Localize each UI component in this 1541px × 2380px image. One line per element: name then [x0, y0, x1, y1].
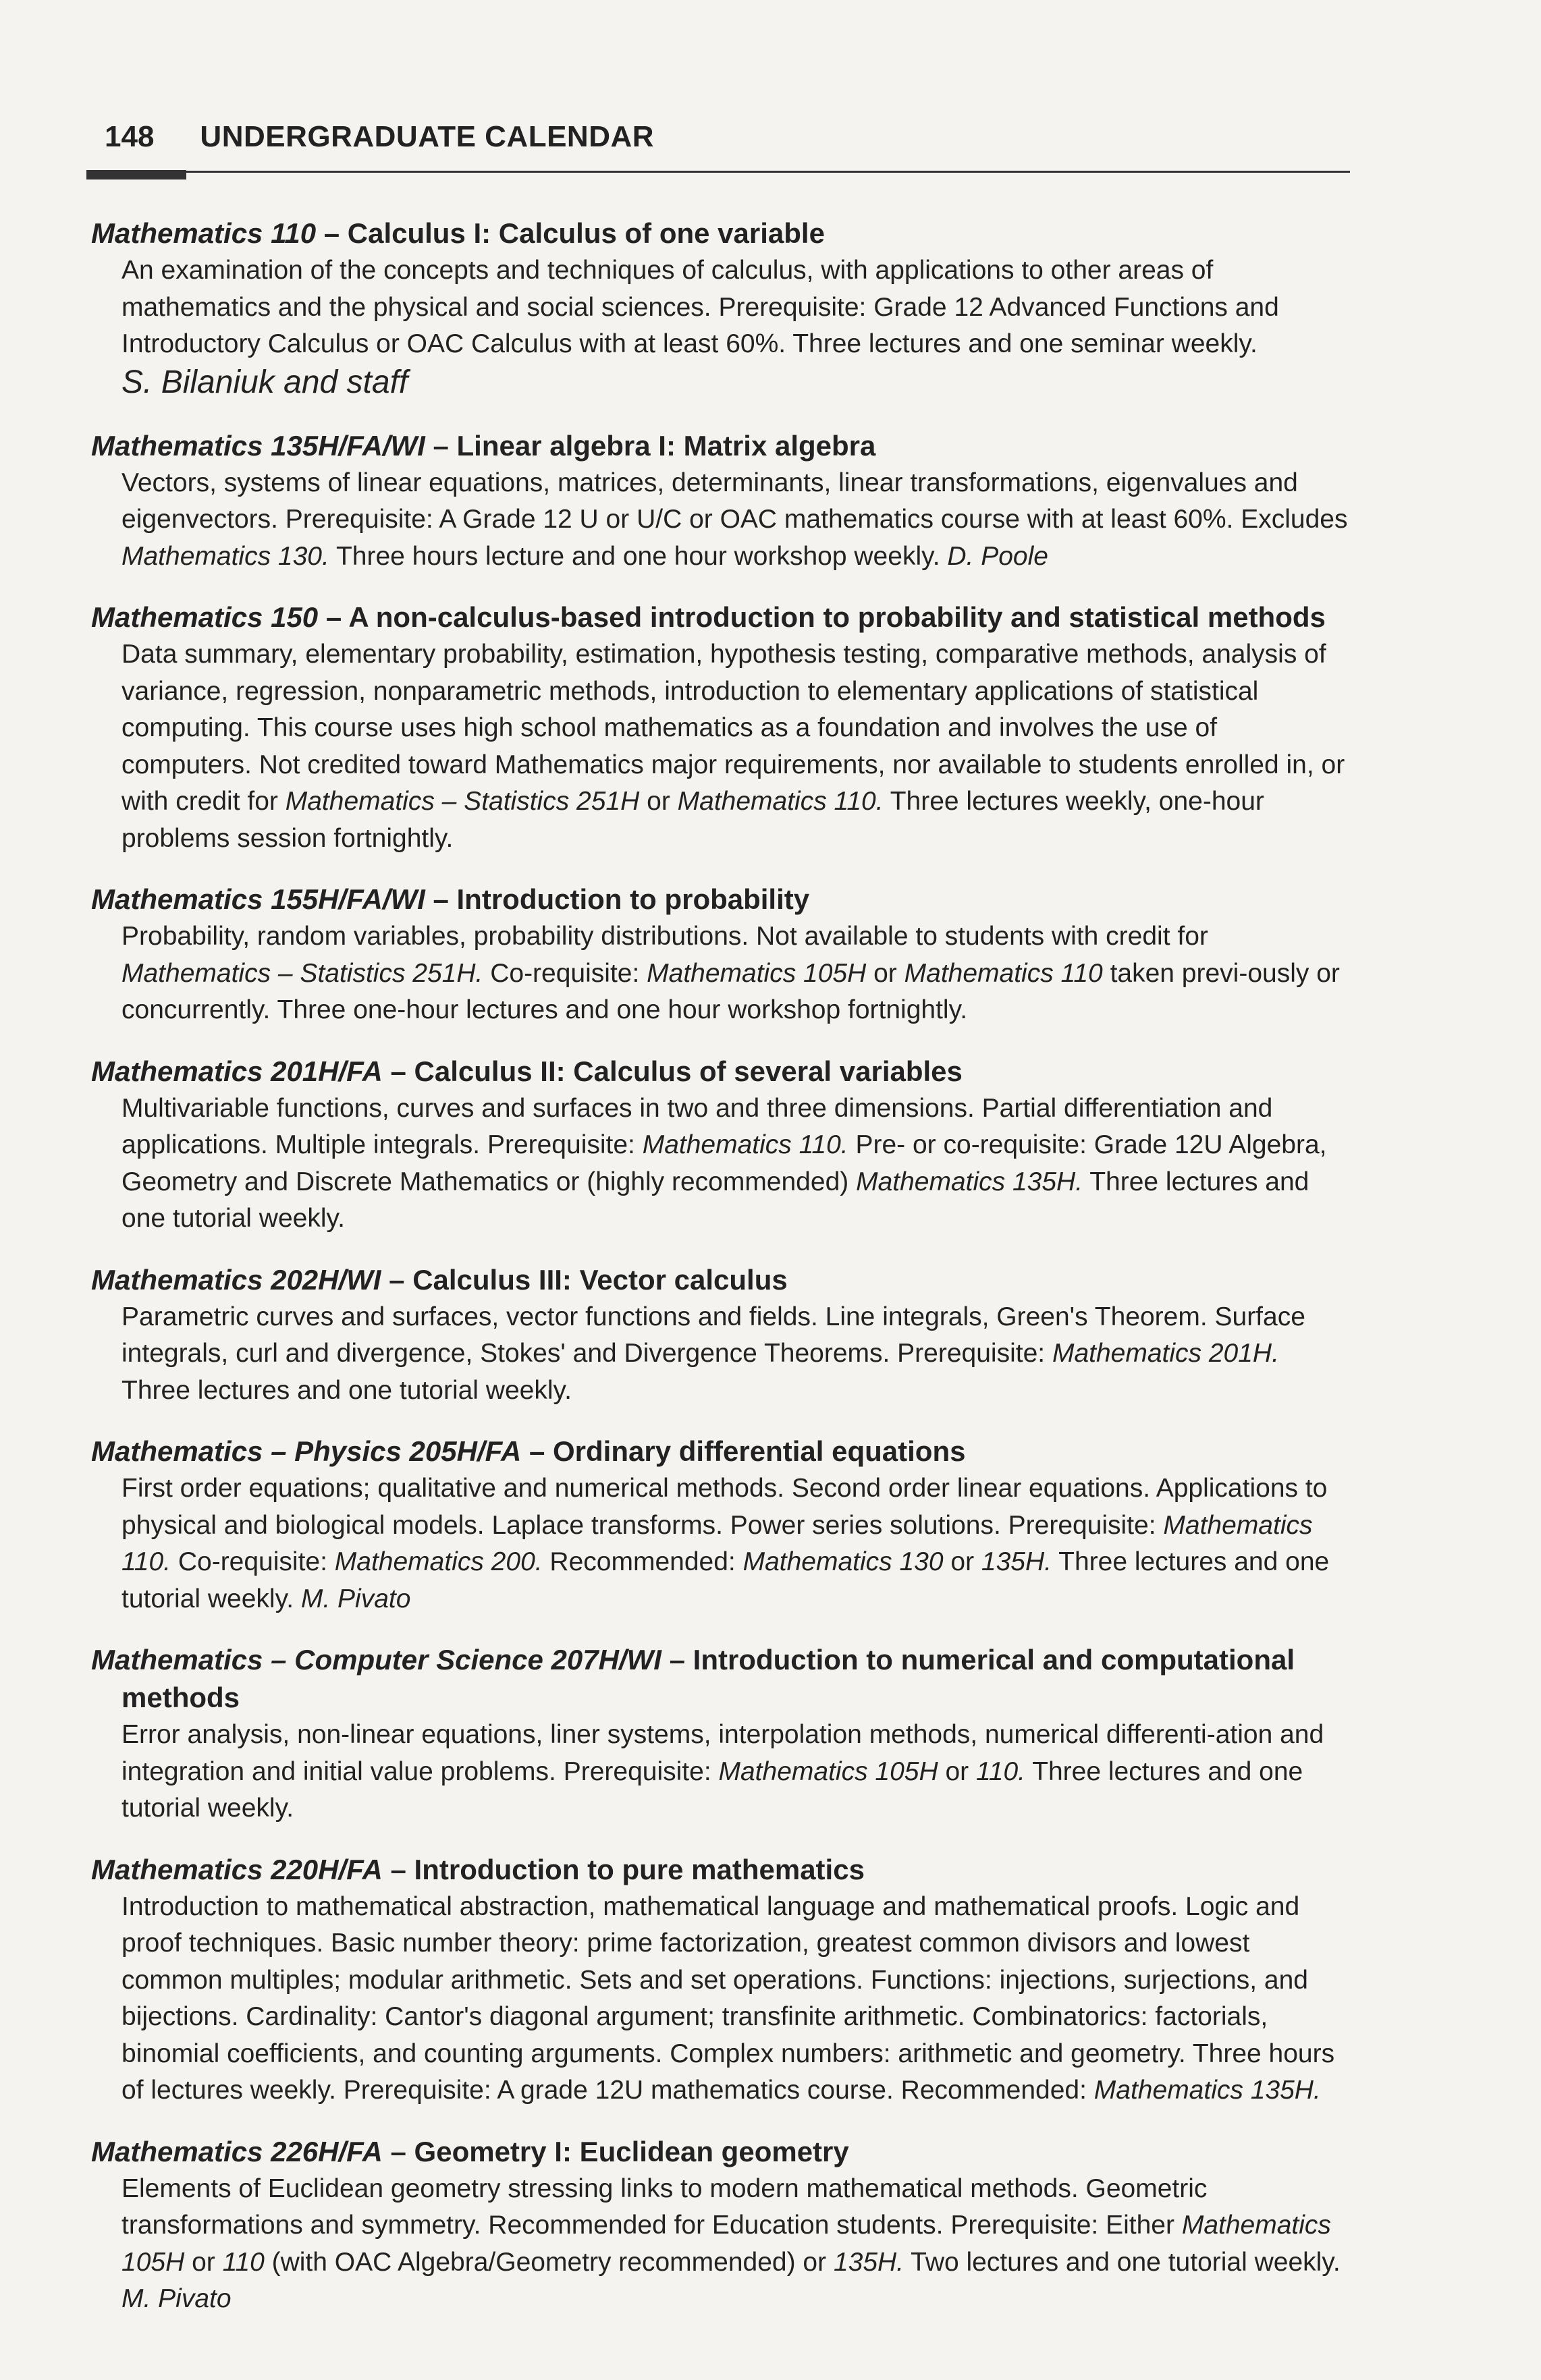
course-reference: Mathematics 110.	[642, 1130, 848, 1159]
course-description	[91, 1717, 1353, 1827]
description-text: taken previ-ously or concurrently. Three one-hour lectures and one hour workshop fortnightly.	[121, 958, 1340, 1024]
course-entry	[91, 1851, 1353, 2109]
course-code: Mathematics 220H/FA	[91, 1853, 383, 1885]
course-instructor: M. Pivato	[121, 2284, 232, 2313]
course-reference: Mathematics 110	[904, 958, 1103, 988]
course-title: Linear algebra I: Matrix algebra	[456, 429, 876, 462]
course-title: Introduction to pure mathematics	[414, 1853, 865, 1885]
description-text: Elements of Euclidean geometry stressing links to modern mathematical methods. Geometric transformations and symmetry. Recommended for Education students. Prerequisite: Either	[121, 2174, 1208, 2240]
course-entry	[91, 2133, 1353, 2318]
course-heading: Mathematics 220H/FA – Introduction to pure mathematics	[91, 1853, 865, 1885]
description-text: Co-requisite:	[171, 1547, 335, 1576]
description-text: or	[639, 787, 678, 816]
course-code: Mathematics 135H/FA/WI	[91, 429, 425, 462]
course-reference: Mathematics 110.	[677, 787, 884, 816]
course-description	[91, 1889, 1353, 2109]
description-text: Three lectures and one tutorial weekly.	[121, 1756, 1303, 1823]
description-text: First order equations; qualitative and numerical methods. Second order linear equations. Applications to physical and biological models. Laplace transforms. Power series solutions. Prerequisite:	[121, 1474, 1328, 1540]
course-code: Mathematics 110	[91, 217, 317, 249]
course-entry	[91, 427, 1353, 576]
course-reference: Mathematics 130.	[121, 541, 329, 571]
course-reference: Mathematics 200.	[334, 1547, 543, 1576]
course-reference: Mathematics – Statistics 251H.	[121, 958, 483, 988]
running-title: UNDERGRADUATE CALENDAR	[200, 120, 655, 153]
course-code: Mathematics – Computer Science 207H/WI	[91, 1644, 661, 1676]
course-reference: 110	[222, 2247, 265, 2277]
course-title: Ordinary differential equations	[553, 1435, 966, 1467]
description-text: Three lectures and one tutorial weekly.	[121, 1167, 1309, 1233]
description-text: Parametric curves and surfaces, vector functions and fields. Line integrals, Green's Theorem. Surface integrals, curl and divergence, Stokes' and Divergence Theorems. Prerequisite:	[121, 1302, 1305, 1368]
course-code: Mathematics 155H/FA/WI	[91, 883, 425, 915]
course-reference: 110.	[976, 1756, 1026, 1786]
description-text: Three lectures weekly, one-hour problems session fortnightly.	[121, 787, 1264, 853]
course-entry	[91, 1261, 1353, 1410]
course-description	[91, 1090, 1353, 1238]
course-heading: Mathematics 150 – A non-calculus-based introduction to probability and statistical methods	[91, 601, 1326, 633]
course-reference: Mathematics 105H	[121, 2211, 1331, 2277]
description-text: Multivariable functions, curves and surfaces in two and three dimensions. Partial differentiation and applications. Multiple integrals. Prerequisite:	[121, 1093, 1273, 1159]
course-instructor: S. Bilaniuk and staff	[121, 364, 408, 400]
course-entry	[91, 599, 1353, 857]
course-title: A non-calculus-based introduction to probability and statistical methods	[348, 601, 1326, 633]
course-entry	[91, 1053, 1353, 1238]
course-heading: Mathematics – Physics 205H/FA – Ordinary differential equations	[91, 1435, 966, 1467]
course-reference: Mathematics 201H.	[1052, 1339, 1279, 1368]
course-title: Geometry I: Euclidean geometry	[414, 2135, 849, 2167]
course-code: Mathematics 226H/FA	[91, 2135, 383, 2167]
course-title: Introduction to numerical and computational methods	[121, 1644, 1295, 1713]
course-heading: Mathematics 155H/FA/WI – Introduction to probability	[91, 883, 810, 915]
course-heading: Mathematics 201H/FA – Calculus II: Calculus of several variables	[91, 1055, 963, 1087]
description-text: (with OAC Algebra/Geometry recommended) or	[264, 2247, 834, 2277]
course-description	[91, 465, 1353, 576]
course-heading: Mathematics 110 – Calculus I: Calculus of one variable	[91, 217, 825, 249]
course-heading: Mathematics 226H/FA – Geometry I: Euclidean geometry	[91, 2135, 849, 2167]
description-text: Vectors, systems of linear equations, matrices, determinants, linear transformations, eigenvalues and eigenvectors. Prerequisite: A Grade 12 U or U/C or OAC mathematics course with at least 60%. Excludes	[121, 468, 1348, 534]
course-code: Mathematics 150	[91, 601, 319, 633]
description-text: Data summary, elementary probability, estimation, hypothesis testing, comparative methods, analysis of variance, regression, nonparametric methods, introduction to elementary applications of statistical computing. This course uses high school mathematics as a foundation and involves the use of computers. Not credited toward Mathematics major requirements, nor available to students enrolled in, or with credit for	[121, 640, 1345, 816]
page-header	[105, 120, 654, 154]
course-reference: Mathematics 110.	[121, 1510, 1313, 1576]
course-title: Calculus I: Calculus of one variable	[347, 217, 825, 249]
course-reference: Mathematics 135H.	[856, 1167, 1083, 1196]
course-instructor: M. Pivato	[300, 1584, 411, 1613]
course-description	[91, 252, 1353, 404]
course-reference: Mathematics 130	[742, 1547, 944, 1576]
course-title: Calculus II: Calculus of several variables	[414, 1055, 963, 1087]
description-text: Three hours lecture and one hour workshop weekly.	[329, 541, 948, 571]
course-entry	[91, 1433, 1353, 1617]
description-text: Co-requisite:	[483, 958, 647, 988]
course-heading: Mathematics – Computer Science 207H/WI – Introduction to numerical and computational methods	[91, 1644, 1295, 1713]
description-text: An examination of the concepts and techniques of calculus, with applications to other areas of mathematics and the physical and social sciences. Prerequisite: Grade 12 Advanced Functions and Introductory Calculus or OAC Calculus with at least 60%. Three lectures and one seminar weekly.	[121, 256, 1279, 358]
course-code: Mathematics 202H/WI	[91, 1263, 381, 1296]
course-code: Mathematics 201H/FA	[91, 1055, 383, 1087]
course-entry	[91, 881, 1353, 1029]
course-instructor: D. Poole	[947, 541, 1048, 571]
course-description	[91, 2171, 1353, 2318]
course-heading: Mathematics 135H/FA/WI – Linear algebra I: Matrix algebra	[91, 429, 876, 462]
course-heading: Mathematics 202H/WI – Calculus III: Vector calculus	[91, 1263, 788, 1296]
course-reference: Mathematics 105H	[647, 958, 867, 988]
course-title: Introduction to probability	[456, 883, 810, 915]
description-text: or	[866, 958, 904, 988]
course-list	[91, 215, 1353, 2342]
course-code: Mathematics – Physics 205H/FA	[91, 1435, 522, 1467]
header-rule-tab	[86, 170, 186, 179]
course-description	[91, 636, 1353, 857]
description-text: Error analysis, non-linear equations, liner systems, interpolation methods, numerical differenti-ation and integration and initial value problems. Prerequisite:	[121, 1720, 1324, 1786]
description-text: Three lectures and one tutorial weekly.	[121, 1547, 1330, 1613]
course-title: Calculus III: Vector calculus	[412, 1263, 788, 1296]
course-reference: 135H.	[833, 2247, 904, 2277]
course-reference: 135H.	[981, 1547, 1052, 1576]
header-rule	[86, 171, 1350, 173]
description-text: or	[943, 1547, 981, 1576]
course-reference: Mathematics – Statistics 251H	[285, 787, 640, 816]
description-text: Recommended:	[542, 1547, 743, 1576]
course-description	[91, 1299, 1353, 1410]
page-number: 148	[105, 120, 155, 153]
description-text: or	[184, 2247, 223, 2277]
description-text: or	[938, 1756, 976, 1786]
description-text: Probability, random variables, probability distributions. Not available to students with credit for	[121, 922, 1208, 951]
description-text: Introduction to mathematical abstraction, mathematical language and mathematical proofs. Logic and proof techniques. Basic number theory: prime factorization, greatest common divisors and lowest common multiples; modular arithmetic. Sets and set operations. Functions: injections, surjections, and bijections. Cardinality: Cantor's diagonal argument; transfinite arithmetic. Combinatorics: factorials, binomial coefficients, and counting arguments. Complex numbers: arithmetic and geometry. Three hours of lectures weekly. Prerequisite: A grade 12U mathematics course. Recommended:	[121, 1891, 1335, 2105]
course-reference: Mathematics 135H.	[1093, 2076, 1321, 2105]
description-text: Two lectures and one tutorial weekly.	[904, 2247, 1341, 2277]
course-entry	[91, 215, 1353, 404]
description-text: Pre- or co-requisite: Grade 12U Algebra, Geometry and Discrete Mathematics or (highly recommended)	[121, 1130, 1327, 1196]
course-reference: Mathematics 105H	[718, 1756, 938, 1786]
course-description	[91, 918, 1353, 1029]
description-text: Three lectures and one tutorial weekly.	[121, 1375, 572, 1405]
course-description	[91, 1470, 1353, 1617]
course-entry	[91, 1641, 1353, 1827]
